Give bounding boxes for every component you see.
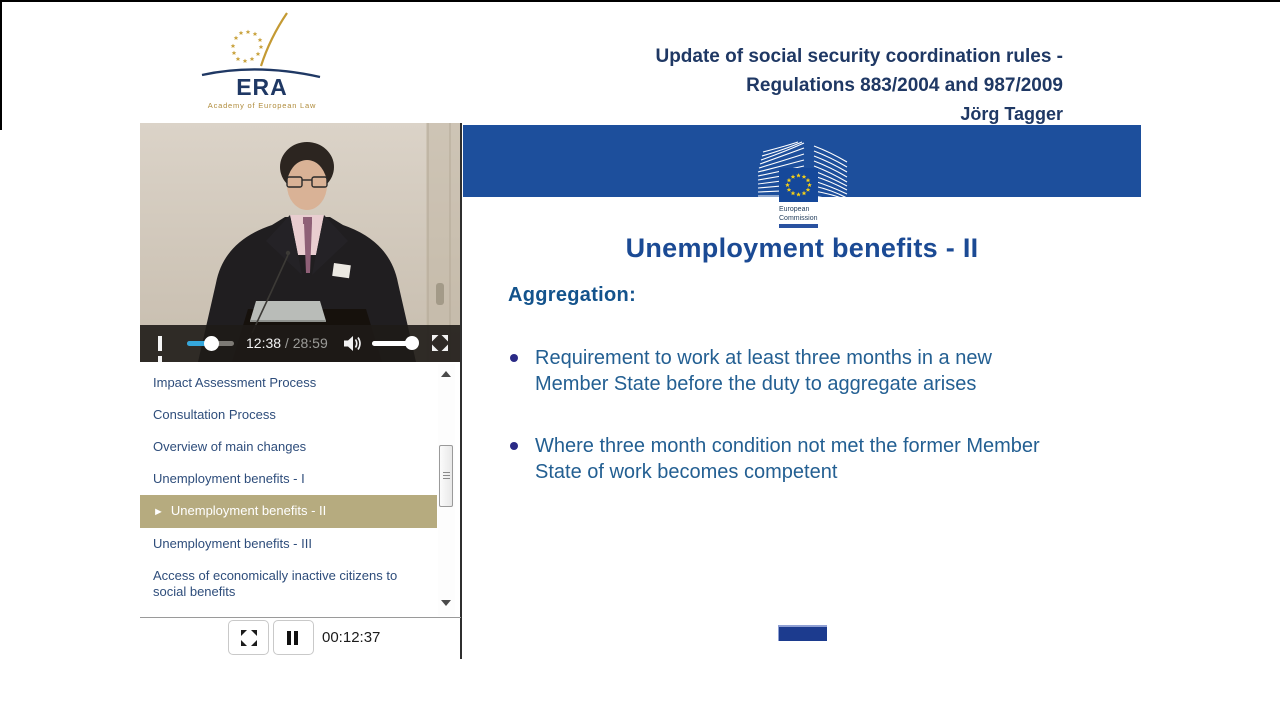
scrollbar-grip (443, 472, 450, 481)
european-commission-logo (752, 138, 867, 233)
presenter-name: Jörg Tagger (960, 104, 1063, 124)
ec-caption-line2: Commission (779, 215, 818, 222)
presentation-title (655, 42, 1063, 129)
volume-knob[interactable] (405, 336, 419, 350)
time-display (246, 335, 328, 351)
name-badge (332, 263, 351, 278)
panel-divider (460, 123, 462, 659)
chapter-item[interactable]: Overview of main changes (153, 439, 307, 454)
volume-icon[interactable] (344, 335, 364, 352)
face (287, 160, 327, 210)
scroll-down-icon[interactable] (441, 600, 451, 606)
slide-bullet-text: Where three month condition not met the former Member State of work becomes competent (535, 435, 1040, 483)
era-stars-circle (231, 30, 264, 63)
bullet-dot-icon (510, 354, 518, 362)
video-control-bar (140, 325, 461, 362)
time-separator: / (281, 335, 293, 351)
duration: 28:59 (292, 335, 328, 351)
slide-section-heading: Aggregation: (508, 284, 637, 306)
chapter-item[interactable]: Unemployment benefits - I (153, 471, 305, 486)
scroll-up-icon[interactable] (441, 371, 451, 377)
slide-bullet (508, 345, 1048, 397)
pause-icon (287, 631, 301, 650)
laptop (250, 301, 326, 321)
era-logo (200, 8, 330, 116)
presentation-title-line2: Regulations 883/2004 and 987/2009 (746, 75, 1063, 96)
fullscreen-icon[interactable] (432, 335, 448, 351)
slide-bullet-list (508, 345, 1068, 521)
video-frame[interactable] (140, 123, 461, 362)
pause-icon[interactable] (158, 336, 170, 351)
slide-title: Unemployment benefits - II (625, 233, 979, 263)
slide-footer-rect (778, 625, 827, 641)
play-marker-icon: ► (153, 506, 164, 518)
list-divider (140, 617, 461, 618)
progress-bar[interactable] (187, 341, 234, 346)
chapter-item-label: Unemployment benefits - II (170, 503, 327, 518)
door-handle (436, 283, 444, 305)
chapter-scrollbar[interactable] (438, 364, 455, 616)
chapter-list (140, 362, 437, 608)
tie-knot (303, 217, 312, 224)
microphone-tip (286, 251, 290, 255)
ec-caption-line1: European (779, 206, 810, 213)
transport-pause-button[interactable] (273, 620, 314, 655)
screen-edge-left (0, 0, 2, 130)
era-subtitle: Academy of European Law (207, 101, 317, 110)
ec-caption-underline (779, 224, 818, 228)
chapter-item-active[interactable] (140, 495, 437, 528)
chapter-item[interactable]: Consultation Process (153, 407, 276, 422)
era-swoosh (261, 13, 287, 66)
current-time: 12:38 (246, 335, 282, 351)
elapsed-time: 00:12:37 (322, 629, 381, 646)
screen-edge-top (0, 0, 1280, 2)
ec-logo-graphic (752, 138, 867, 233)
chapter-item[interactable]: Access of economically inactive citizens to social benefits (153, 568, 398, 599)
volume-slider[interactable] (372, 341, 418, 346)
chapter-item[interactable]: Unemployment benefits - III (153, 536, 312, 551)
era-acronym: ERA (236, 74, 288, 100)
progress-knob[interactable] (204, 336, 219, 351)
slide-bullet (508, 433, 1048, 485)
scrollbar-thumb[interactable] (439, 445, 453, 507)
presentation-title-line1: Update of social security coordination rules - (655, 46, 1063, 67)
ec-building-right (814, 146, 847, 202)
chapter-item[interactable]: Impact Assessment Process (153, 375, 317, 390)
slide-bullet-text: Requirement to work at least three months in a new Member State before the duty to aggregate arises (535, 347, 992, 395)
bullet-dot-icon (510, 442, 518, 450)
transport-fullscreen-button[interactable] (228, 620, 269, 655)
expand-icon (241, 630, 257, 646)
